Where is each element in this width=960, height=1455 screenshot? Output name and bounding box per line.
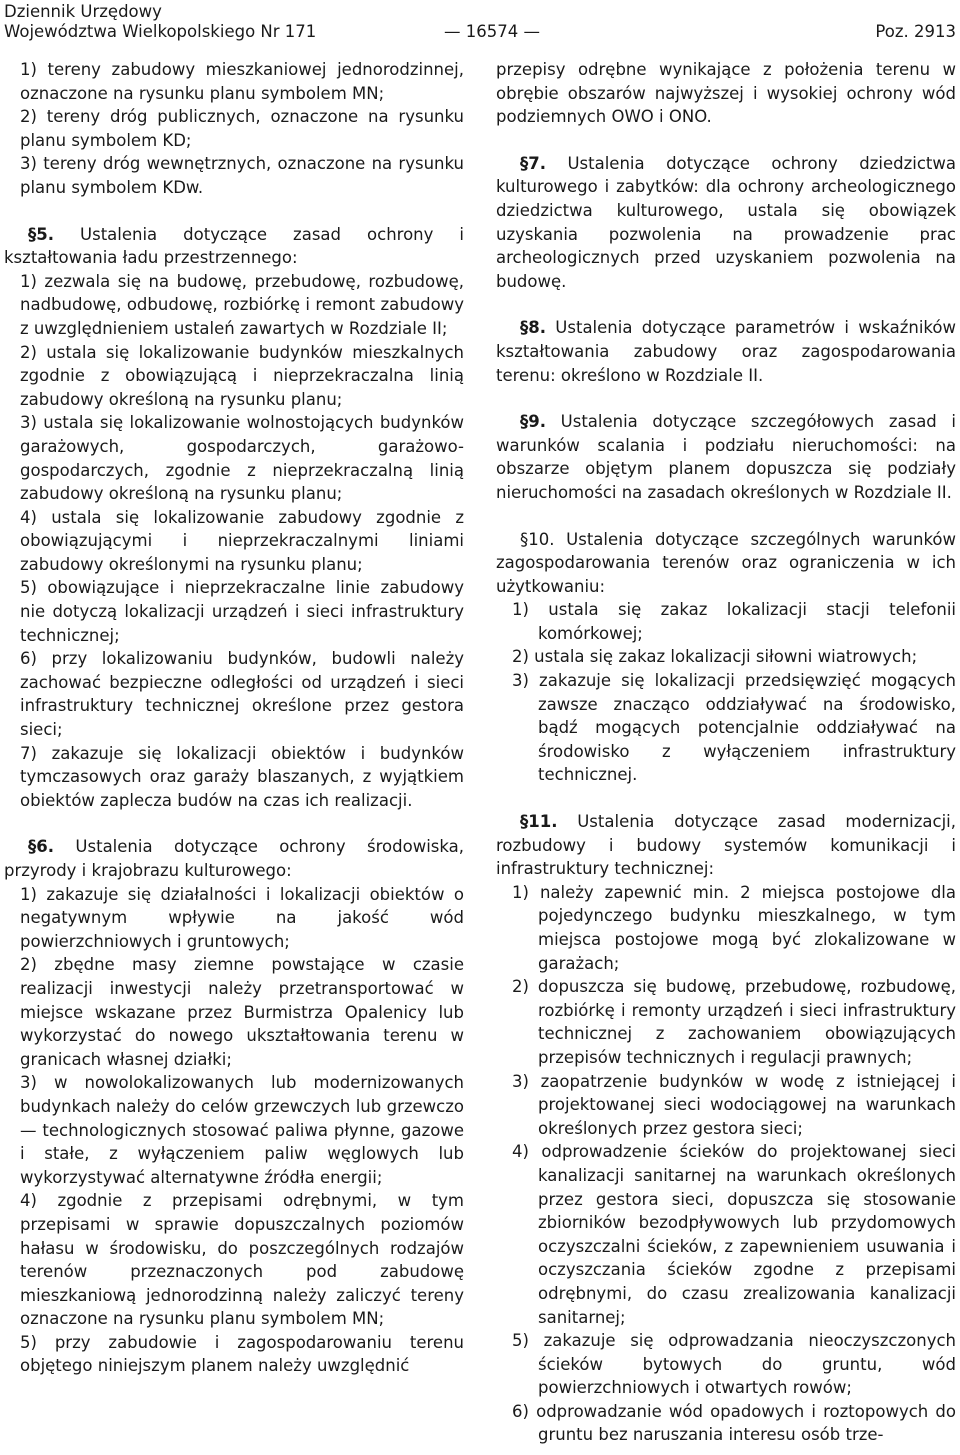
section-title: Ustalenia dotyczące zasad ochrony i kształtowania ładu przestrzennego: [4, 224, 464, 268]
section-number: §7. [520, 153, 546, 173]
section-number: §6. [28, 837, 54, 857]
list-item: 2) dopuszcza się budowę, przebudowę, rozbudowę, rozbiórkę i remonty urządzeń i sieci infrastruktury technicznej z zachowaniem obowiązujących przepisów technicznych i regulacji prawnych; [512, 977, 956, 1067]
section-8 [496, 316, 956, 387]
list-item: 2) ustala się zakaz lokalizacji siłowni wiatrowych; [512, 647, 918, 667]
section-text: Ustalenia dotyczące parametrów i wskaźników kształtowania zabudowy oraz zagospodarowania terenu: określono w Rozdziale II. [496, 318, 956, 385]
list-item: 2) ustala się lokalizowanie budynków mieszkalnych zgodnie z obowiązującą i nieprzekraczalna linią zabudowy określoną na rysunku planu; [20, 342, 464, 409]
section-number: §5. [28, 224, 54, 244]
page-header [4, 0, 956, 46]
section-11 [496, 810, 956, 1447]
section-number: §9. [520, 412, 546, 432]
list-item: 4) ustala się lokalizowanie zabudowy zgodnie z obowiązującymi i nieprzekraczalnymi liniami zabudowy określonymi na rysunku planu; [20, 507, 464, 574]
section-number: §10. [520, 529, 555, 549]
intro-list [4, 58, 464, 200]
list-item: 2) tereny dróg publicznych, oznaczone na rysunku planu symbolem KD; [20, 107, 464, 150]
list-item: 3) tereny dróg wewnętrznych, oznaczone na rysunku planu symbolem KDw. [20, 154, 464, 197]
journal-issue: Województwa Wielkopolskiego Nr 171 [4, 22, 317, 41]
section-text: Ustalenia dotyczące ochrony dziedzictwa kulturowego i zabytków: dla ochrony archeologicznego dziedzictwa kulturowego, ustala się obowiązek uzyskania pozwolenia na prowadzenie prac archeologicznych przed uzyskaniem pozwolenia na budowę. [496, 153, 956, 291]
right-column [496, 58, 956, 1447]
section-title: Ustalenia dotyczące ochrony środowiska, przyrody i krajobrazu kulturowego: [4, 837, 465, 880]
list-item: 6) odprowadzanie wód opadowych i roztopowych do gruntu bez naruszania interesu osób trze- [512, 1401, 956, 1445]
list-item: 3) ustala się lokalizowanie wolnostojących budynków garażowych, gospodarczych, garażowo-gospodarczych, zgodnie z nieprzekraczalną linią zabudowy określoną na rysunku planu; [20, 413, 464, 504]
list-item: 5) zakazuje się odprowadzania nieoczyszczonych ścieków bytowych do gruntu, wód powierzchniowych i otwartych rowów; [512, 1331, 956, 1398]
section-number: §11. [520, 812, 558, 832]
list-item: 1) zakazuje się działalności i lokalizacji obiektów o negatywnym wpływie na jakość wód powierzchniowych i gruntowych; [20, 884, 464, 951]
list-item: 6) przy lokalizowaniu budynków, budowli należy zachować bezpieczne odległości od urządzeń i sieci infrastruktury technicznej określone przez gestora sieci; [20, 649, 464, 740]
list-item: 2) zbędne masy ziemne powstające w czasie realizacji inwestycji należy przetransportować w miejsce wskazane przez Burmistrza Opalenicy lub wykorzystać do nowego ukształtowania terenu w granicach własnej działki; [20, 955, 464, 1069]
list-item: 1) należy zapewnić min. 2 miejsca postojowe dla pojedynczego budynku mieszkalnego, w tym miejsca postojowe mogą być zlokalizowane w garażach; [512, 882, 956, 973]
left-column [4, 58, 464, 1378]
continuation [496, 58, 956, 129]
list-item: 5) obowiązujące i nieprzekraczalne linie zabudowy nie dotyczą lokalizacji urządzeń i sieci infrastruktury technicznej; [20, 578, 464, 645]
section-7 [496, 152, 956, 294]
journal-title: Dziennik Urzędowy [4, 2, 162, 21]
section-text: Ustalenia dotyczące szczegółowych zasad i warunków scalania i podziału nieruchomości: na obszarze objętym planem dopuszcza się podziały nieruchomości na zasadach określonych w Rozdziale II. [496, 412, 957, 502]
section-text: Ustalenia dotyczące zasad modernizacji, rozbudowy i budowy systemów komunikacji i infrastruktury technicznej: [496, 812, 956, 879]
list-item: 5) przy zabudowie i zagospodarowaniu terenu objętego niniejszym planem należy uwzględnić [20, 1332, 464, 1376]
list-item: 1) zezwala się na budowę, przebudowę, rozbudowę, nadbudowę, odbudowę, rozbiórkę i remont zabudowy z uwzględnieniem ustaleń zawartych w Rozdziale II; [20, 271, 464, 338]
continuation-text: przepisy odrębne wynikające z położenia terenu w obrębie obszarów najwyższej i wysokiej ochrony wód podziemnych OWO i ONO. [496, 60, 956, 127]
list-item: 3) zakazuje się lokalizacji przedsięwzięć mogących zawsze znacząco oddziaływać na środowisko, bądź mogących potencjalnie oddziaływać na środowisko z wyłączeniem infrastruktury technicznej. [512, 671, 956, 785]
section-5 [4, 223, 464, 813]
list-item: 7) zakazuje się lokalizacji obiektów i budynków tymczasowych oraz garaży blaszanych, z wyjątkiem obiektów zaplecza budów na czas ich realizacji. [20, 743, 464, 810]
list-item: 3) zaopatrzenie budynków w wodę z istniejącej i projektowanej sieci wodociągowej na warunkach określonych przez gestora sieci; [512, 1071, 956, 1138]
list-item: 3) w nowolokalizowanych lub modernizowanych budynkach należy do celów grzewczych lub grzewczo — technologicznych stosować paliwa płynne, gazowe i stałe, z wyłączeniem paliw węglowych lub wykorzystywać alternatywne źródła energii; [20, 1073, 464, 1187]
position-number: Poz. 2913 [875, 22, 956, 41]
list-item: 1) ustala się zakaz lokalizacji stacji telefonii komórkowej; [512, 600, 956, 643]
section-9 [496, 410, 956, 504]
list-item: 4) zgodnie z przepisami odrębnymi, w tym przepisami w sprawie dopuszczalnych poziomów hałasu w środowisku, do poszczególnych rodzajów terenów przeznaczonych pod zabudowę mieszkaniową jednorodzinną należy zaliczyć tereny oznaczone na rysunku planu symbolem MN; [20, 1191, 464, 1329]
page-number: — 16574 — [444, 22, 540, 41]
section-10 [496, 528, 956, 788]
section-6 [4, 835, 464, 1378]
list-item: 4) odprowadzenie ścieków do projektowanej sieci kanalizacji sanitarnej na warunkach określonych przez gestora sieci, dopuszcza się stosowanie zbiorników bezodpływowych lub przydomowych oczyszczalni ścieków, z zapewnieniem usuwania i oczyszczania ścieków zgodne z przepisami odrębnymi, do czasu zrealizowania kanalizacji sanitarnej; [512, 1142, 956, 1327]
list-item: 1) tereny zabudowy mieszkaniowej jednorodzinnej, oznaczone na rysunku planu symbolem MN; [20, 60, 464, 103]
section-text: Ustalenia dotyczące szczególnych warunków zagospodarowania terenów oraz ograniczenia w ich użytkowaniu: [496, 529, 957, 596]
section-number: §8. [520, 318, 546, 338]
